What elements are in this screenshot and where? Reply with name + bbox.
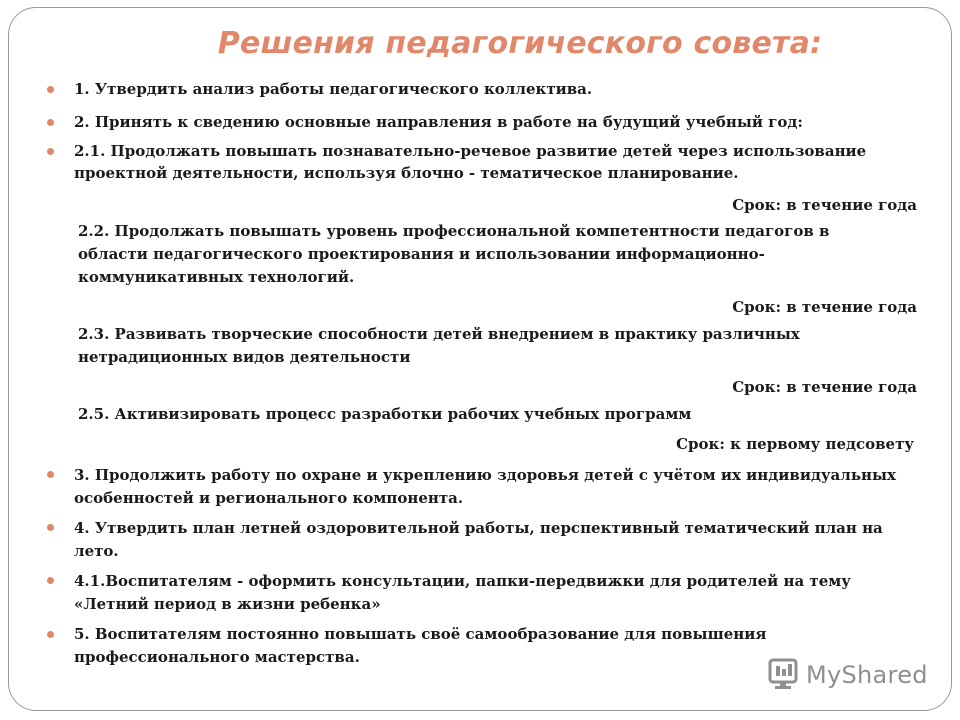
item-2-1-deadline: Срок: в течение года <box>732 196 917 214</box>
item-4-line-2: лето. <box>74 542 119 560</box>
item-4-1-line-1: 4.1.Воспитателям - оформить консультации, папки-передвижки для родителей на тему <box>74 572 851 590</box>
bullet-dot-icon <box>47 119 54 126</box>
item-2-1-line-2: проектной деятельности, используя блочно - тематическое планирование. <box>74 164 739 182</box>
item-2-2-deadline: Срок: в течение года <box>732 298 917 316</box>
item-5-line-2: профессионального мастерства. <box>74 648 360 666</box>
myshared-logo-icon <box>766 657 800 693</box>
item-2-3-line-2: нетрадиционных видов деятельности <box>78 348 411 366</box>
item-2-3-deadline: Срок: в течение года <box>732 378 917 396</box>
item-2-1-line-1: 2.1. Продолжать повышать познавательно-речевое развитие детей через использование <box>74 142 867 160</box>
myshared-watermark[interactable] <box>766 657 928 693</box>
item-2-5: 2.5. Активизировать процесс разработки рабочих учебных программ <box>78 405 692 423</box>
bullet-dot-icon <box>47 577 54 584</box>
watermark-text: MyShared <box>806 661 928 689</box>
bullet-dot-icon <box>47 148 54 155</box>
item-2: 2. Принять к сведению основные направления в работе на будущий учебный год: <box>74 113 803 131</box>
item-3-line-1: 3. Продолжить работу по охране и укреплению здоровья детей с учётом их индивидуальных <box>74 466 896 484</box>
slide-title: Решения педагогического совета: <box>217 26 823 61</box>
item-1: 1. Утвердить анализ работы педагогического коллектива. <box>74 80 593 98</box>
item-5-line-1: 5. Воспитателям постоянно повышать своё самообразование для повышения <box>74 625 767 643</box>
bullet-dot-icon <box>47 524 54 531</box>
item-2-5-deadline: Срок: к первому педсовету <box>676 435 914 453</box>
bullet-dot-icon <box>47 471 54 478</box>
bullet-dot-icon <box>47 86 54 93</box>
item-2-2-line-2: области педагогического проектирования и использовании информационно- <box>78 245 765 263</box>
item-2-2-line-3: коммуникативных технологий. <box>78 268 355 286</box>
item-2-2-line-1: 2.2. Продолжать повышать уровень профессиональной компетентности педагогов в <box>78 222 830 240</box>
item-4-1-line-2: «Летний период в жизни ребенка» <box>74 595 381 613</box>
item-4-line-1: 4. Утвердить план летней оздоровительной работы, перспективный тематический план на <box>74 519 883 537</box>
item-3-line-2: особенностей и регионального компонента. <box>74 489 464 507</box>
item-2-3-line-1: 2.3. Развивать творческие способности детей внедрением в практику различных <box>78 325 800 343</box>
bullet-dot-icon <box>47 631 54 638</box>
